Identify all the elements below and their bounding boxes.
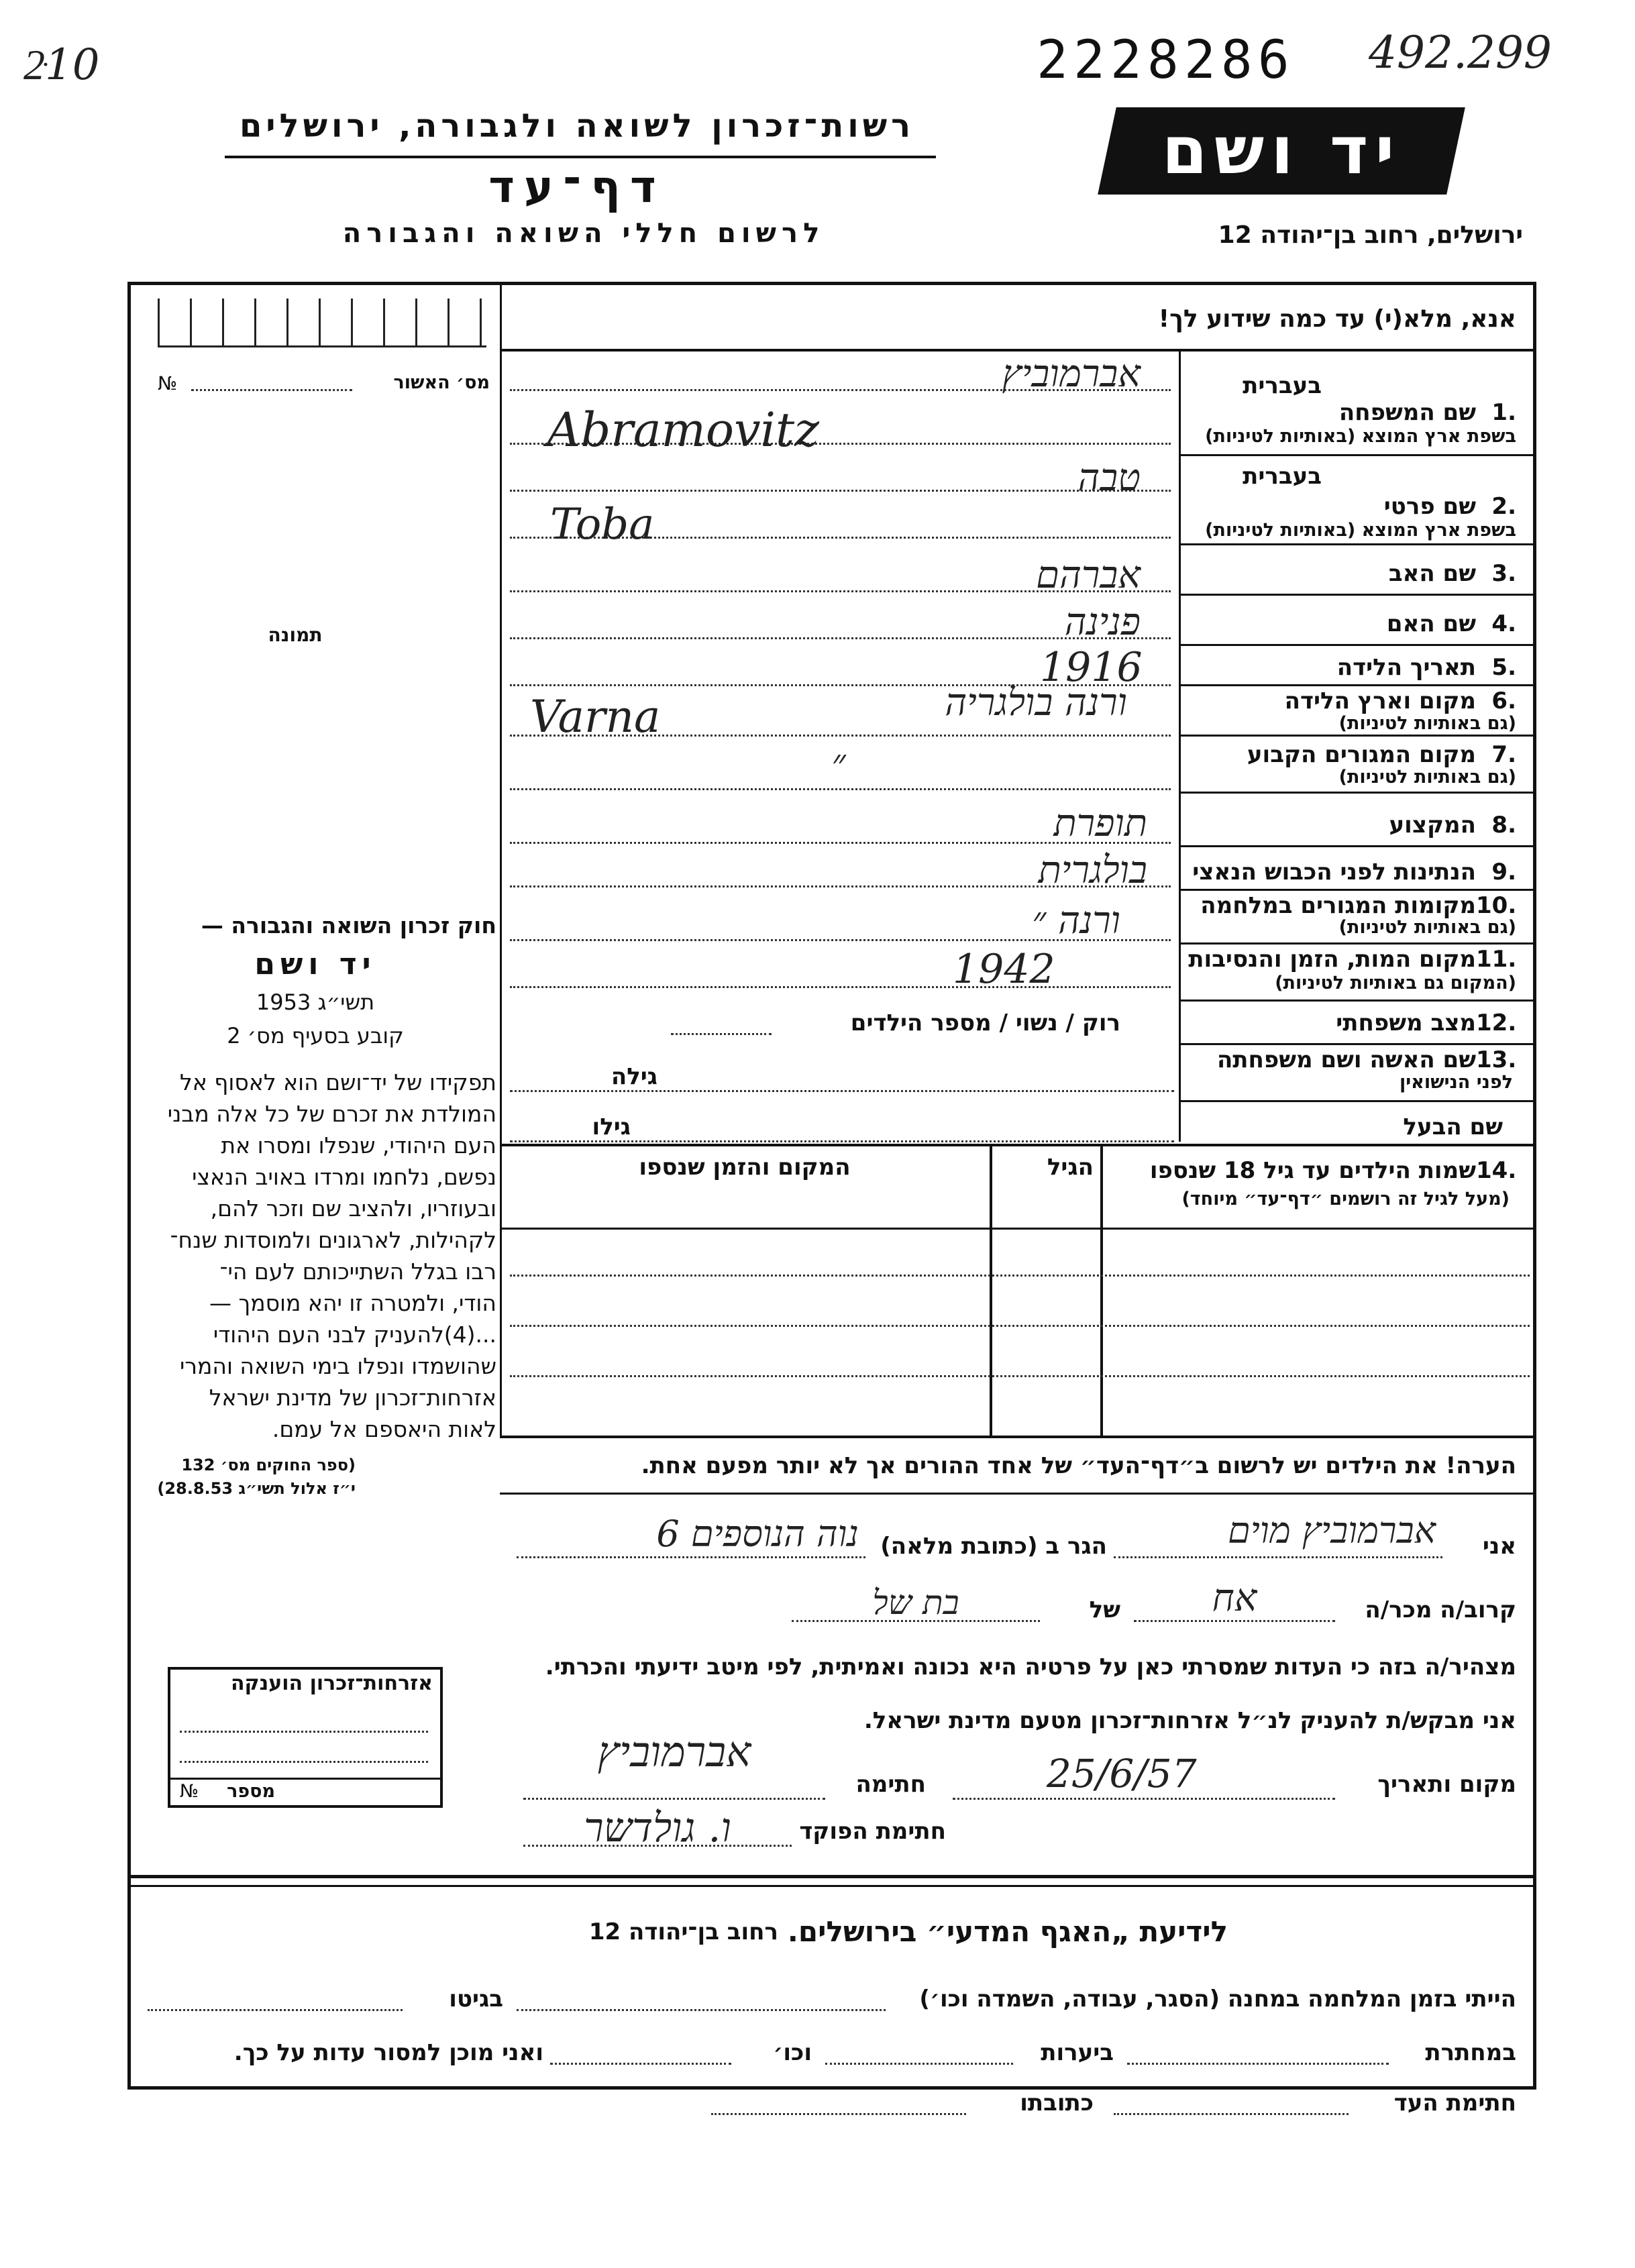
row-rule <box>1179 684 1536 686</box>
wife-name-field[interactable] <box>510 1090 1174 1092</box>
label-husband-name: שם הבעל <box>1403 1114 1503 1140</box>
law-line: העם היהודי, שנפלו ומסרו את <box>221 1132 496 1158</box>
value-first-name-latin: Toba <box>550 500 655 549</box>
address-field[interactable] <box>517 1556 865 1558</box>
children-row[interactable] <box>510 1275 1530 1277</box>
reference-number: 492.299 <box>1369 27 1552 78</box>
footer-ready-text: ואני מוכן למסור עדות על כך. <box>233 2039 543 2066</box>
label-column-divider <box>1179 350 1181 1142</box>
value-residence: ״ <box>831 741 846 785</box>
citizenship-no-symbol: № <box>180 1781 199 1802</box>
footer-forests-field[interactable] <box>825 2063 1013 2065</box>
footer-etc-field[interactable] <box>550 2063 731 2065</box>
declaration-i-label: אני <box>1482 1533 1516 1560</box>
children-count-field[interactable] <box>671 1033 772 1035</box>
field-number: 5. <box>1491 654 1516 681</box>
law-ref-1: (ספר החוקים מס׳ 132 <box>181 1456 356 1474</box>
field-number: 14. <box>1476 1157 1517 1184</box>
label-husband-age: גילו <box>592 1114 631 1140</box>
approval-label: מס׳ האשור <box>393 372 490 393</box>
entry-line[interactable] <box>510 788 1171 790</box>
sub-family-name: בשפת ארץ המוצא (באותיות לטיניות) <box>1205 426 1516 447</box>
instruction-rule <box>500 349 1536 352</box>
footer-witness-signature-field[interactable] <box>1114 2113 1349 2115</box>
value-first-name-hebrew: טבה <box>1077 456 1141 500</box>
date-value: 25/6/57 <box>1047 1751 1197 1796</box>
label-death-place: מקום המות, הזמן והנסיבות <box>1188 946 1476 973</box>
label-nationality: הנתינות לפני הכבוש הנאצי <box>1192 859 1476 885</box>
signature-field[interactable] <box>523 1798 825 1800</box>
law-line: המולדת את זכרם של כל אלה מבני <box>167 1101 496 1127</box>
children-col-divider <box>1100 1145 1103 1437</box>
children-title: שמות הילדים עד גיל 18 שנספו <box>1149 1157 1476 1184</box>
footer-heading: לידיעת „האגף המדעי״ בירושלים. <box>787 1915 1228 1948</box>
row-rule <box>1179 1043 1536 1045</box>
value-birthplace-hebrew: ורנה בולגריה <box>945 681 1127 724</box>
row-rule <box>1179 1000 1536 1002</box>
logo-text: יד ושם <box>1161 113 1402 189</box>
sub-wartime-residence: (גם באותיות לטיניות) <box>1338 917 1516 938</box>
label-family-name: שם המשפחה <box>1338 399 1476 426</box>
approval-field[interactable] <box>191 389 352 391</box>
form-title: דף־עד <box>488 161 666 213</box>
children-col-place: המקום והזמן שנספו <box>639 1154 851 1181</box>
label-birthplace: מקום וארץ הלידה <box>1284 688 1476 714</box>
law-line: שהושמדו ונפלו בימי השואה והמרי <box>179 1353 496 1379</box>
header-address: ירושלים, רחוב בן־יהודה 12 <box>1218 221 1523 249</box>
sub-first-name: בשפת ארץ המוצא (באותיות לטיניות) <box>1205 520 1516 541</box>
marital-status-options[interactable]: רוק / נשוי / מספר הילדים <box>850 1010 1120 1036</box>
instruction: אנא, מלא(י) עד כמה שידוע לך! <box>1158 305 1516 333</box>
header-authority: רשות־זכרון לשואה ולגבורה, ירושלים <box>239 107 915 145</box>
declarant-name: אברמוביץ מוים <box>1228 1509 1436 1552</box>
children-row[interactable] <box>510 1375 1530 1377</box>
declarant-name-field[interactable] <box>1114 1556 1442 1558</box>
declarant-address: נוה הנוספים 6 <box>656 1513 859 1555</box>
law-ref-2: י״ז אלול תשי״ג 28.8.53) <box>157 1479 356 1498</box>
footer-address-field[interactable] <box>711 2113 966 2115</box>
law-line: נפשם, נלחמו ומרדו באויב הנאצי <box>192 1164 496 1190</box>
label-first-name: שם פרטי <box>1383 493 1476 520</box>
row-rule <box>1179 845 1536 847</box>
footer-rule <box>127 1875 1536 1878</box>
field-number: 13. <box>1476 1046 1517 1073</box>
form-subtitle: לרשום חללי השואה והגבורה <box>342 218 825 249</box>
footer-camp-field[interactable] <box>517 2009 886 2011</box>
place-date-label: מקום ותאריך <box>1377 1771 1516 1798</box>
field-number: 2. <box>1491 493 1516 520</box>
label-wartime-residence: מקומות המגורים במלחמה <box>1200 892 1476 919</box>
law-line: הודי, ולמטרה זו יהא מוסמך — <box>209 1290 496 1316</box>
declaration-statement-2: אני מבקש/ת להעניק לנ״ל אזרחות־זכרון מטעם מדינת ישראל. <box>863 1707 1516 1734</box>
law-title: חוק זכרון השואה והגבורה — <box>201 912 496 938</box>
label-residence: מקום המגורים הקבוע <box>1247 741 1476 768</box>
label-birth-date: תאריך הלידה <box>1336 654 1476 681</box>
of-label: של <box>1089 1597 1120 1623</box>
photo-label: תמונה <box>268 624 323 646</box>
value-birthplace-latin: Varna <box>530 691 661 743</box>
children-row[interactable] <box>510 1325 1530 1327</box>
citizenship-line[interactable] <box>180 1731 428 1733</box>
footer-camp-label: הייתי בזמן המלחמה במחנה (הסגר, עבודה, השמדה וכו׳) <box>919 1986 1516 2012</box>
law-line: רבו בגלל השתייכותם לעם הי־ <box>219 1258 496 1285</box>
approval-no-symbol: № <box>158 372 178 394</box>
label-mother-name: שם האם <box>1386 610 1476 637</box>
field-number: 12. <box>1476 1010 1517 1036</box>
officer-signature-value: ו. גולדשר <box>584 1804 731 1851</box>
relative-label: קרוב/ה מכר/ה <box>1365 1597 1516 1623</box>
value-profession: תופרת <box>1053 802 1147 845</box>
law-line: לקהילות, לארגונים ולמוסדות שנח־ <box>170 1227 496 1253</box>
value-wartime-residence: ורנה ״ <box>1032 899 1120 942</box>
entry-line[interactable] <box>510 986 1171 988</box>
citizenship-box-title: אזרחות־זכרון הוענקה <box>230 1672 433 1695</box>
row-rule <box>1179 594 1536 596</box>
label-marital-status: מצב משפחתי <box>1336 1010 1476 1036</box>
signature-label: חתימה <box>855 1771 926 1798</box>
corner-mark: 2ּ10 <box>23 40 100 90</box>
footer-ghetto-field[interactable] <box>148 2009 403 2011</box>
citizenship-number-label: מספר <box>227 1781 275 1802</box>
law-section: קובע בסעיף מס׳ 2 <box>227 1023 404 1048</box>
note-bottom-rule <box>500 1493 1536 1495</box>
law-line: אזרחות־זכרון של מדינת ישראל <box>209 1385 496 1411</box>
field-number: 6. <box>1491 688 1516 714</box>
declaration-statement-1: מצהיר/ה בזה כי העדות שמסרתי כאן על פרטיה היא נכונה ואמיתית, לפי מיטב ידיעתי והכרתי. <box>545 1654 1516 1680</box>
sub-wife-name: לפני הנישואין <box>1399 1072 1513 1093</box>
husband-name-field[interactable] <box>510 1140 1174 1142</box>
row-rule <box>1179 735 1536 737</box>
document-number: 2228286 <box>1037 30 1295 91</box>
of-value: בת של <box>872 1583 959 1622</box>
field-number: 3. <box>1491 560 1516 587</box>
note-top-rule <box>500 1436 1536 1438</box>
field-number: 4. <box>1491 610 1516 637</box>
field-number: 9. <box>1491 859 1516 885</box>
law-name: יד ושם <box>254 947 376 981</box>
row-rule <box>1179 543 1536 545</box>
row-rule <box>1179 792 1536 794</box>
footer-ghetto-label: בגיטו <box>449 1986 503 2012</box>
label-father-name: שם האב <box>1388 560 1476 587</box>
row-rule <box>1179 889 1536 891</box>
law-line: לאות היאספם אל עמם. <box>272 1416 496 1442</box>
value-father-name: אברהם <box>1036 553 1141 597</box>
row-rule <box>1179 454 1536 456</box>
field-number: 8. <box>1491 812 1516 839</box>
note: הערה! את הילדים יש לרשום ב״דף־העד״ של אחד ההורים אך לא יותר מפעם אחת. <box>641 1452 1516 1479</box>
footer-forests-label: ביערות <box>1041 2039 1114 2066</box>
field-number: 10. <box>1476 892 1517 919</box>
signature-value: אברמוביץ <box>597 1727 751 1776</box>
row-rule <box>1179 644 1536 646</box>
footer-rule <box>127 1885 1536 1887</box>
sub-birthplace: (גם באותיות לטיניות) <box>1338 713 1516 734</box>
sub-death-place: (המקום גם באותיות לטיניות) <box>1275 973 1516 993</box>
relation-value: אח <box>1212 1576 1257 1620</box>
footer-witness-signature-label: חתימת העד <box>1393 2090 1516 2116</box>
footer-address: רחוב בן־יהודה 12 <box>588 1919 778 1945</box>
relation-field[interactable] <box>1134 1620 1335 1622</box>
children-col-divider <box>990 1145 992 1437</box>
approval-ticks <box>158 299 486 347</box>
value-nationality: בולגרית <box>1038 849 1147 892</box>
children-header-rule <box>500 1228 1536 1230</box>
row-rule <box>1179 1100 1536 1102</box>
label-profession: המקצוע <box>1389 812 1476 839</box>
value-birth-date: 1916 <box>1040 644 1143 691</box>
children-col-age: הגיל <box>1047 1154 1094 1181</box>
children-sub: (מעל לגיל זה רושמים ״דף־עד״ מיוחד) <box>1181 1189 1510 1209</box>
value-family-name-hebrew: אברמוביץ <box>1002 352 1141 396</box>
law-text <box>134 1067 496 1445</box>
footer-address-label: כתובתו <box>1020 2090 1094 2116</box>
field-number: 11. <box>1476 946 1517 973</box>
label-in-hebrew: בעברית <box>1243 463 1322 490</box>
label-wife-age: גילה <box>611 1063 657 1090</box>
row-rule <box>1179 942 1536 944</box>
date-field[interactable] <box>953 1798 1335 1800</box>
label-wife-name: שם האשה ושם משפחתה <box>1216 1046 1476 1073</box>
value-mother-name: פנינה <box>1064 600 1141 644</box>
header-underline <box>225 156 936 158</box>
footer-etc-label: וכו׳ <box>773 2039 812 2066</box>
sub-residence: (גם באותיות לטיניות) <box>1338 767 1516 788</box>
citizenship-line[interactable] <box>180 1761 428 1763</box>
footer-underground-label: במחתרת <box>1425 2039 1516 2066</box>
law-line: ובעוזריו, ולהציב שם וזכר להם, <box>210 1195 496 1222</box>
law-year: תשי״ג 1953 <box>256 989 375 1015</box>
label-in-hebrew: בעברית <box>1243 372 1322 399</box>
field-number: 1. <box>1491 399 1516 426</box>
field-number: 7. <box>1491 741 1516 768</box>
officer-signature-label: חתימת הפוקד <box>799 1818 946 1845</box>
residing-label: הגר ב (כתובת מלאה) <box>880 1533 1107 1560</box>
left-panel-divider <box>500 283 502 1437</box>
law-line: ...(4)להעניק לבני העם היהודי <box>213 1321 496 1348</box>
law-line: תפקידו של יד־ושם הוא לאסוף אל <box>179 1069 496 1095</box>
footer-underground-field[interactable] <box>1127 2063 1389 2065</box>
children-table-top <box>500 1144 1536 1146</box>
value-family-name-latin: Abramovitz <box>547 402 820 457</box>
value-death-year: 1942 <box>953 946 1055 993</box>
